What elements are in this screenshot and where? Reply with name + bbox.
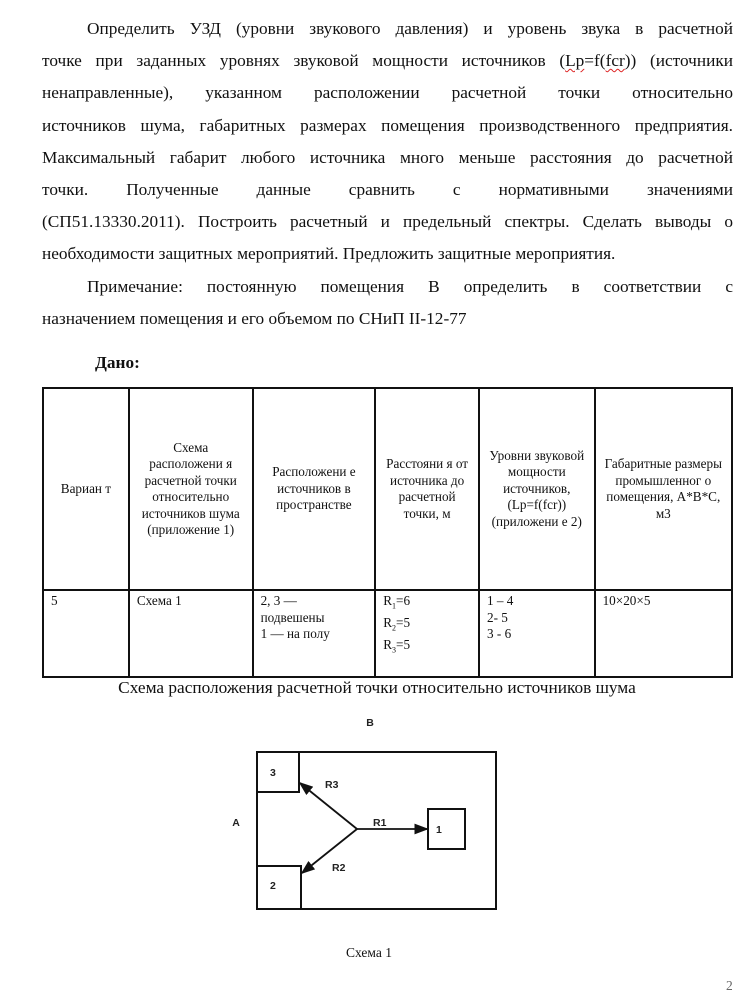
cell-variant: 5 — [43, 590, 129, 677]
cell-scheme: Схема 1 — [129, 590, 253, 677]
given-heading: Дано: — [95, 353, 140, 372]
source-2-label: 2 — [270, 880, 276, 892]
schema-caption: Схема 1 — [346, 945, 392, 960]
distance-r1: $R_1=6$ — [383, 593, 411, 611]
header-power-levels: Уровни звуковой мощности источников, (Lp=f(fcr)) (приложени е 2) — [479, 388, 595, 590]
cell-levels: 1 – 4 2- 5 3 - 6 — [479, 590, 595, 677]
text-line: необходимости защитных мероприятий. Предложить защитные мероприятия. — [42, 244, 616, 264]
label-r2: R2 — [332, 862, 346, 874]
task-paragraph — [42, 13, 733, 335]
ray-r2 — [302, 829, 357, 873]
given-data-table — [42, 387, 733, 678]
source-3-box — [257, 752, 299, 792]
source-layout-diagram — [220, 700, 520, 920]
text-line: Определить УЗД (уровни звукового давления) и уровень звука в расчетной — [87, 19, 733, 38]
text-line: точки. Полученные данные сравнить с нормативными значениями — [42, 180, 733, 200]
header-variant: Вариан т — [43, 388, 129, 590]
text-line-formula: точке при заданных уровнях звуковой мощности источников (Lp=f(fcr)) (источники — [42, 51, 734, 71]
text-line: источников шума, габаритных размерах помещения производственного предприятия. — [42, 115, 733, 135]
text-line: Максимальный габарит любого источника много меньше расстояния до расчетной — [42, 147, 733, 167]
header-placement: Расположени е источников в пространстве — [253, 388, 376, 590]
source-1-box — [428, 809, 465, 849]
cell-placement: 2, 3 — подвешены 1 — на полу — [253, 590, 376, 677]
distance-r2: $R_2=5$ — [383, 615, 411, 633]
source-1-label: 1 — [436, 824, 442, 836]
text-line: (СП51.13330.2011). Построить расчетный и предельный спектры. Сделать выводы о — [42, 212, 733, 232]
source-2-box — [257, 866, 301, 909]
header-distance: Расстояни я от источника до расчетной точки, м — [375, 388, 479, 590]
note-line: назначением помещения и его объемом по СНиП II-12-77 — [42, 308, 467, 328]
header-scheme: Схема расположени я расчетной точки относительно источников шума (приложение 1) — [129, 388, 253, 590]
cell-distances — [375, 590, 479, 677]
cell-dimensions: 10×20×5 — [595, 590, 732, 677]
figure-caption: Схема расположения расчетной точки относительно источников шума — [118, 678, 636, 697]
spellcheck-fcr: fcr — [605, 51, 625, 71]
page-number: 2 — [726, 978, 733, 993]
label-a: A — [232, 817, 240, 829]
text-line: ненаправленные), указанном расположении расчетной точки относительно — [42, 83, 733, 103]
table-header-row — [43, 388, 732, 590]
distance-r3: $R_3=5$ — [383, 637, 411, 655]
label-r3: R3 — [325, 779, 339, 791]
note-line: Примечание: постоянную помещения В определить в соответствии с — [87, 276, 733, 296]
source-3-label: 3 — [270, 767, 276, 779]
label-b: B — [366, 717, 374, 729]
label-r1: R1 — [373, 817, 387, 829]
header-dimensions: Габаритные размеры промышленног о помещения, А*В*С, м3 — [595, 388, 732, 590]
table-row — [43, 590, 732, 677]
spellcheck-lp: Lp — [565, 51, 585, 71]
